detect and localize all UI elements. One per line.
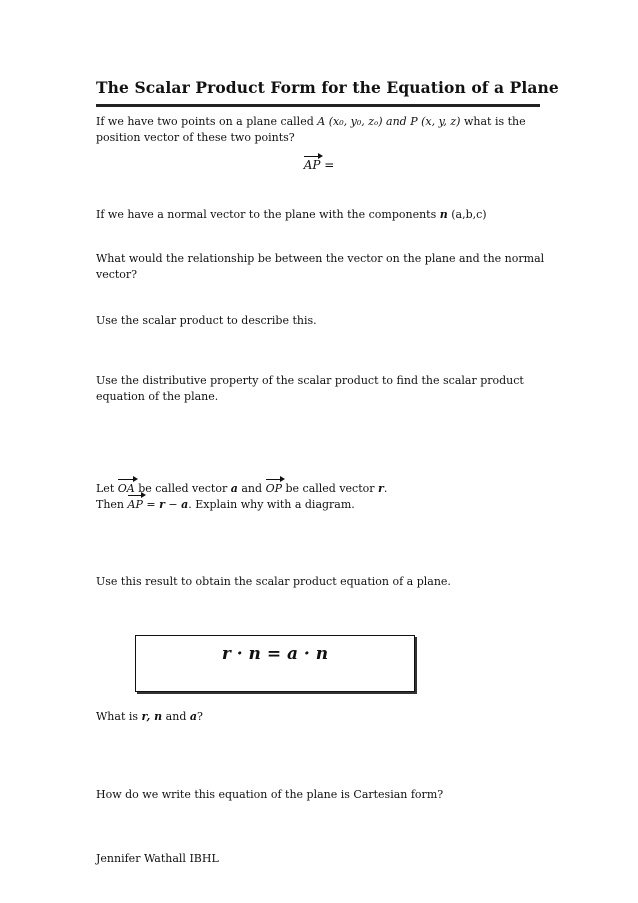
point-a: A (x₀, y₀, zₒ) (317, 115, 383, 128)
title-underline (96, 104, 540, 107)
equation-ap-equals: = (320, 158, 335, 172)
q6-eq: = (142, 498, 160, 511)
q8-and: and (162, 710, 190, 723)
q8-a: a (189, 710, 198, 723)
q2-text: If we have a normal vector to the plane with the components (96, 208, 440, 221)
vector-op: OP (265, 482, 282, 495)
question-cartesian: How do we write this equation of the plane is Cartesian form? (96, 788, 444, 801)
q6-let: Let (96, 482, 118, 495)
q8-rn: r, n (141, 710, 163, 723)
q6-a: a (230, 482, 238, 495)
page-title: The Scalar Product Form for the Equation of a Plane (96, 78, 559, 97)
question-let-vectors (96, 481, 546, 513)
q8-q: ? (197, 710, 203, 723)
q6-then: Then (96, 498, 128, 511)
q1-and: and (382, 115, 411, 128)
q6-minus: − (164, 498, 182, 511)
point-p: P (x, y, z) (410, 115, 461, 128)
question-scalar-product: Use the scalar product to describe this. (96, 314, 317, 327)
q3-line2: vector? (96, 268, 138, 281)
box-equation: r · n = a · n (221, 644, 329, 664)
question-obtain-equation: Use this result to obtain the scalar product equation of a plane. (96, 575, 451, 588)
vector-ap-2: AP (127, 498, 143, 511)
q3-line1: What would the relationship be between the vector on the plane and the normal (96, 252, 545, 265)
q6-end1: . (383, 482, 388, 495)
q5-line1: Use the distributive property of the scalar product to find the scalar product (96, 374, 524, 387)
q6-a2: a (181, 498, 189, 511)
question-normal-vector (96, 207, 546, 223)
q2-n: n (439, 208, 448, 221)
q1-suffix: what is the (460, 115, 526, 128)
q6-mid1: be called vector (134, 482, 231, 495)
q2-components: (a,b,c) (447, 208, 487, 221)
q1-prefix: If we have two points on a plane called (96, 115, 318, 128)
q8-prefix: What is (96, 710, 142, 723)
equation-box (135, 635, 415, 692)
q6-r2: r (159, 498, 165, 511)
vector-ap: AP (303, 158, 321, 172)
question-what-is (96, 709, 546, 725)
question-distributive (96, 373, 546, 405)
q6-mid3: be called vector (281, 482, 379, 495)
question-position-vector (96, 114, 546, 146)
q6-end2: . Explain why with a diagram. (188, 498, 355, 511)
footer-author: Jennifer Wathall IBHL (96, 852, 219, 865)
equation-ap (96, 158, 542, 172)
q5-line2: equation of the plane. (96, 390, 219, 403)
vector-oa: OA (117, 482, 135, 495)
q1-line2: position vector of these two points? (96, 131, 295, 144)
q6-r: r (378, 482, 384, 495)
q6-mid2: and (237, 482, 266, 495)
question-relationship (96, 251, 546, 283)
